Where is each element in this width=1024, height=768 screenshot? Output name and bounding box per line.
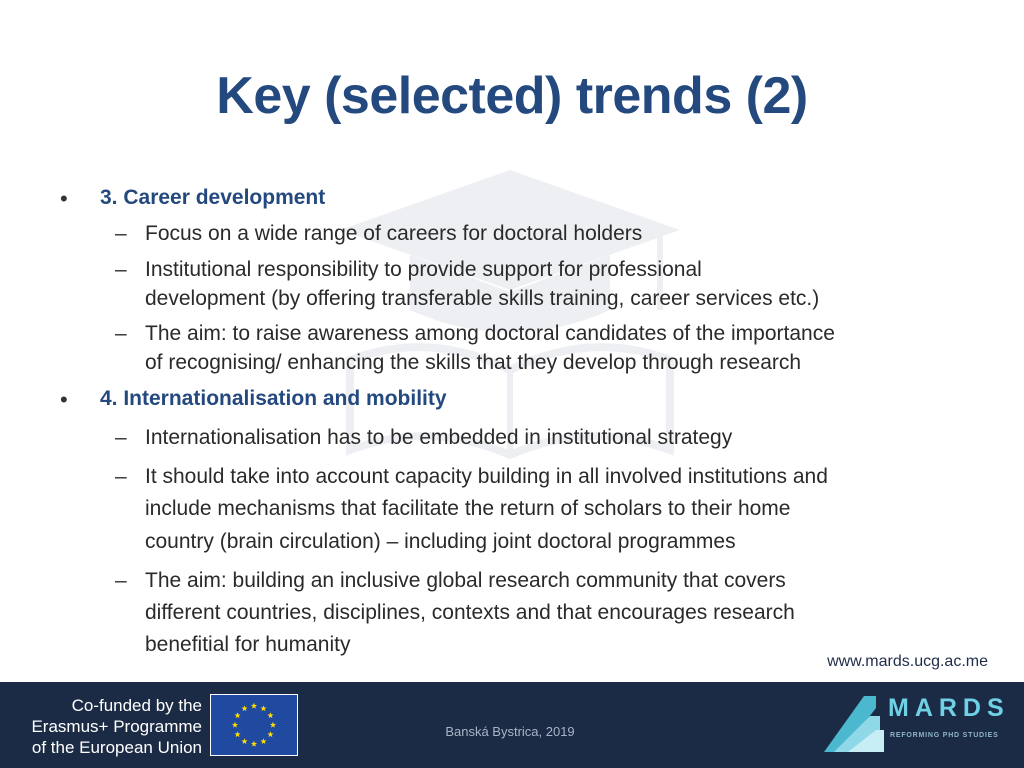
mards-logo-tagline: REFORMING PHD STUDIES: [890, 732, 999, 739]
website-url: www.mards.ucg.ac.me: [827, 653, 988, 670]
dash-marker: –: [115, 222, 127, 245]
sub-item-text: The aim: to raise awareness among doctoral candidates of the importance: [145, 322, 835, 345]
bullet-marker: •: [60, 186, 68, 211]
dash-marker: –: [115, 569, 127, 592]
sub-item-text: Focus on a wide range of careers for doctoral holders: [145, 222, 643, 245]
footer-bar: [0, 682, 1024, 768]
sub-item-text: of recognising/ enhancing the skills that they develop through research: [145, 351, 802, 374]
sub-item-text: Internationalisation has to be embedded in institutional strategy: [145, 426, 733, 449]
bullet-heading-career: 3. Career development: [100, 186, 326, 209]
bullet-marker: •: [60, 387, 68, 412]
sub-item-text: The aim: building an inclusive global research community that covers: [145, 569, 786, 592]
sub-item-text: development (by offering transferable skills training, career services etc.): [145, 287, 820, 310]
cofunded-line: of the European Union: [31, 738, 202, 757]
sub-item-text: country (brain circulation) – including joint doctoral programmes: [145, 530, 736, 553]
mards-logo-word: MARDS: [888, 694, 1010, 722]
dash-marker: –: [115, 426, 127, 449]
eu-flag-icon: [210, 694, 298, 756]
dash-marker: –: [115, 465, 127, 488]
sub-item-text: Institutional responsibility to provide support for professional: [145, 258, 702, 281]
sub-item-text: It should take into account capacity building in all involved institutions and: [145, 465, 828, 488]
page-title: Key (selected) trends (2): [216, 67, 808, 125]
location-date: Banská Bystrica, 2019: [445, 724, 575, 739]
dash-marker: –: [115, 322, 127, 345]
sub-item-text: include mechanisms that facilitate the return of scholars to their home: [145, 497, 791, 520]
cofunded-text: [30, 695, 202, 758]
cofunded-line: Erasmus+ Programme: [31, 717, 202, 736]
sub-item-text: different countries, disciplines, contexts and that encourages research: [145, 601, 795, 624]
sub-item-text: benefitial for humanity: [145, 633, 351, 656]
dash-marker: –: [115, 258, 127, 281]
bullet-heading-internationalisation: 4. Internationalisation and mobility: [100, 387, 447, 410]
cofunded-line: Co-funded by the: [71, 696, 202, 715]
